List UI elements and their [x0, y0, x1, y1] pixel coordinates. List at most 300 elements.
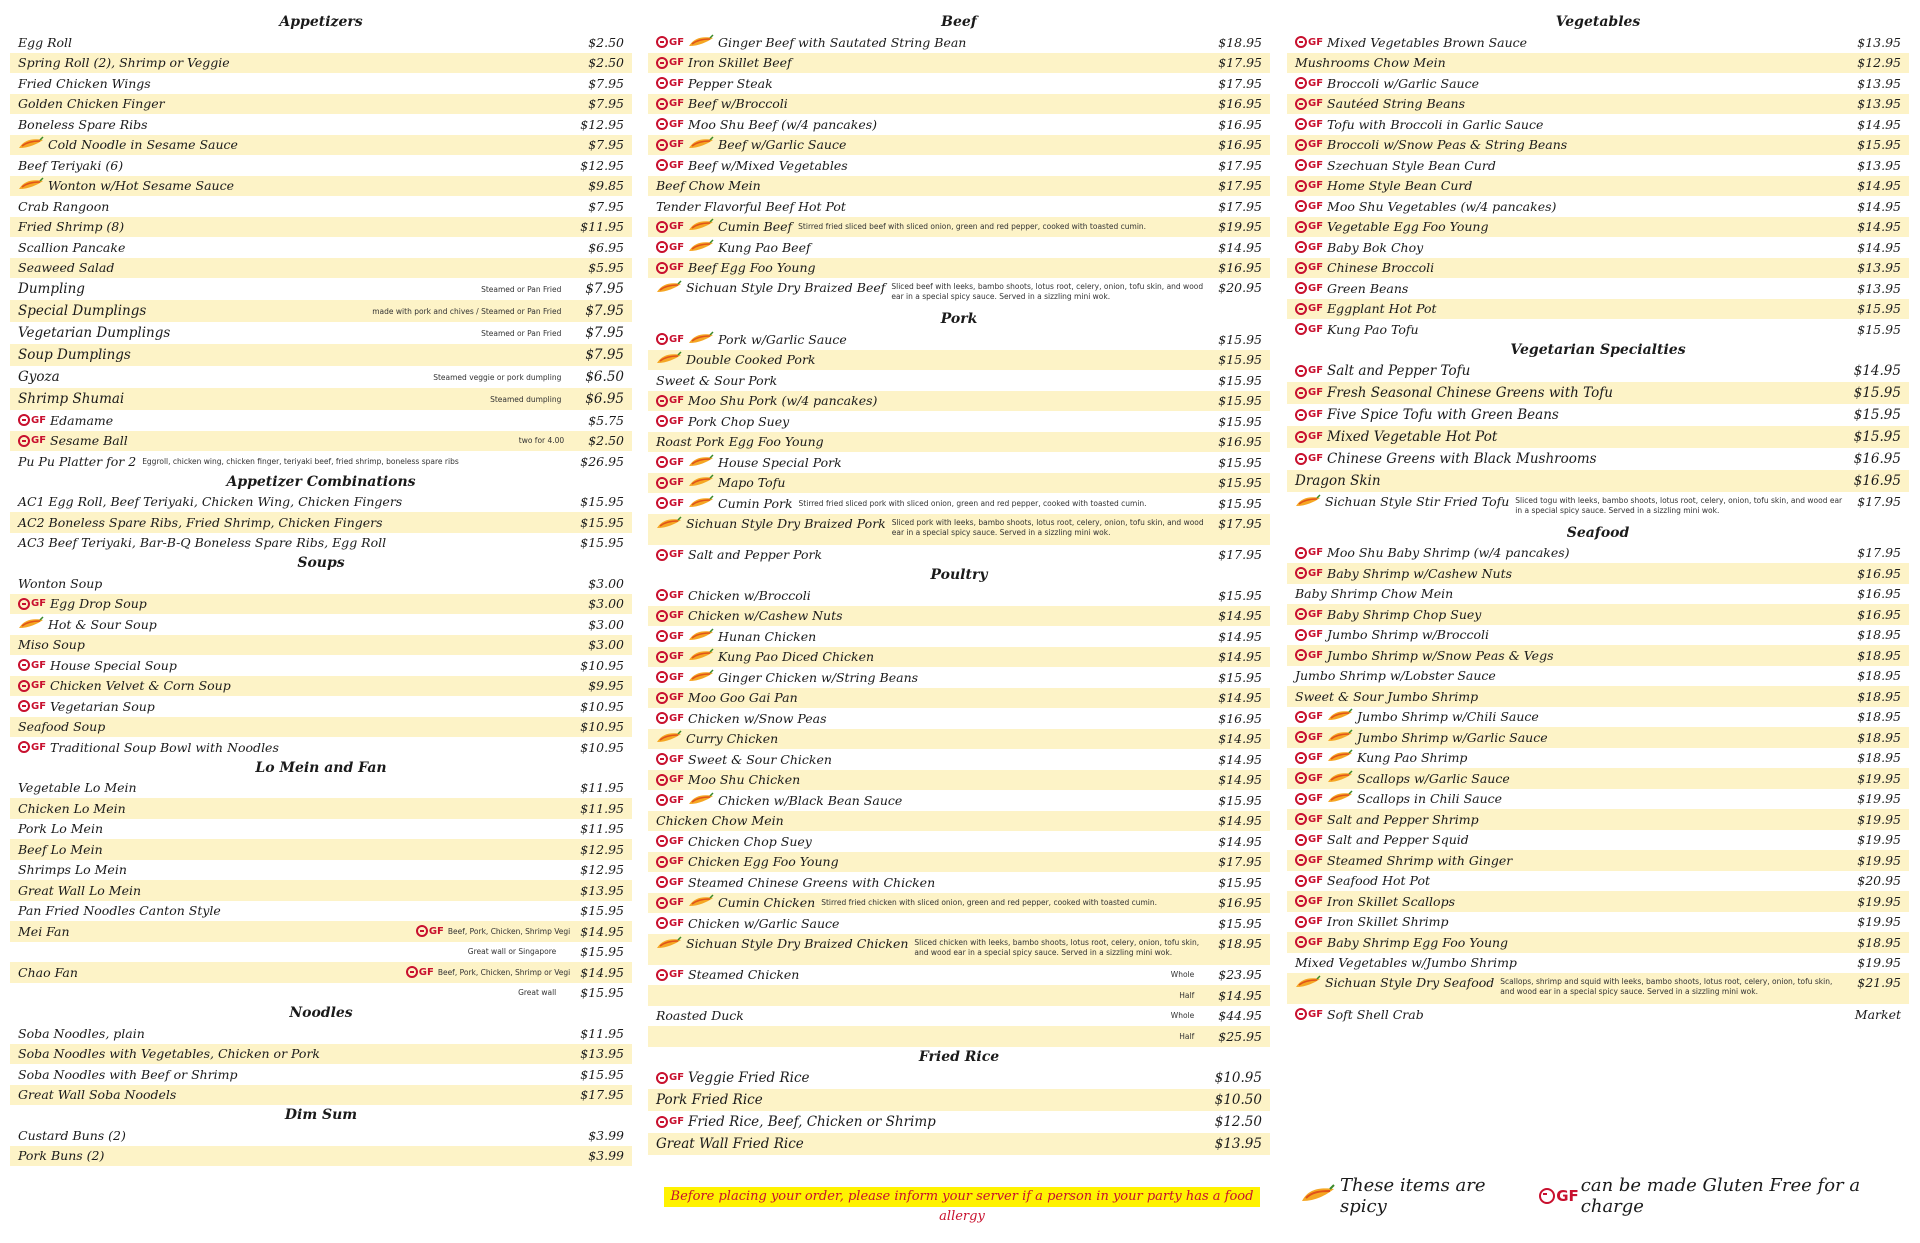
gf-seal [656, 77, 668, 89]
gf-text: GF [1308, 365, 1324, 376]
gf-text: GF [1308, 772, 1324, 784]
menu-item-name: Pork Buns (2) [18, 1148, 105, 1164]
gf-text: GF [669, 118, 685, 130]
gf-seal [656, 262, 668, 274]
gf-text: GF [1308, 629, 1324, 641]
gf-seal [656, 98, 668, 110]
menu-item-price: $15.95 [1218, 874, 1262, 890]
gf-seal [656, 477, 668, 489]
gf-text: GF [669, 712, 685, 724]
gf-text: GF [1308, 282, 1324, 294]
menu-item-name: Kung Pao Diced Chicken [718, 649, 875, 665]
menu-item [648, 1111, 1270, 1133]
gf-options-text: Beef, Pork, Chicken, Shrimp Vegi [447, 926, 571, 936]
gluten-free-icon [656, 477, 684, 489]
menu-item-name: Moo Shu Chicken [688, 772, 801, 788]
menu-item [10, 635, 632, 656]
menu-item [10, 217, 632, 238]
gluten-free-icon [656, 456, 684, 468]
gf-text: GF [1308, 916, 1324, 928]
menu-item-note: Whole [1170, 1011, 1195, 1021]
gf-text: GF [1308, 387, 1324, 398]
spicy-pepper-icon [688, 136, 714, 153]
menu-item [648, 155, 1270, 176]
menu-item [1287, 135, 1909, 156]
gf-seal [18, 741, 30, 753]
menu-item [1287, 563, 1909, 584]
menu-item-price: $15.95 [1218, 587, 1262, 603]
gluten-free-icon [1295, 567, 1323, 579]
gf-seal [1295, 159, 1307, 171]
menu-item-name: Chao Fan [18, 964, 78, 980]
menu-item-name: Pan Fried Noodles Canton Style [18, 903, 221, 919]
gf-seal [656, 57, 668, 69]
gluten-free-icon [656, 897, 684, 909]
menu-item-name: Soba Noodles, plain [18, 1025, 145, 1041]
menu-item-price: $14.95 [1218, 833, 1262, 849]
menu-item [648, 965, 1270, 986]
menu-item [10, 512, 632, 533]
gf-text: GF [669, 917, 685, 929]
menu-item-price: $3.99 [588, 1127, 624, 1143]
menu-item-name: AC1 Egg Roll, Beef Teriyaki, Chicken Wing, Chicken Fingers [18, 494, 403, 510]
menu-item-name: AC2 Boneless Spare Ribs, Fried Shrimp, Chicken Fingers [18, 514, 383, 530]
menu-item-price: $10.50 [1214, 1091, 1262, 1108]
menu-item [648, 872, 1270, 893]
menu-item [1287, 789, 1909, 810]
menu-item-price: $12.95 [580, 116, 624, 132]
menu-item-name: Roasted Duck [656, 1008, 744, 1024]
gluten-free-icon [416, 925, 444, 937]
menu-item-price: $16.95 [1218, 895, 1262, 911]
spicy-pepper-icon [688, 218, 714, 235]
menu-item-price: $15.95 [1853, 384, 1901, 401]
gf-text: GF [669, 549, 685, 561]
spicy-pepper-icon [688, 792, 714, 809]
menu-item [648, 411, 1270, 432]
gluten-free-icon [656, 77, 684, 89]
menu-item-name: Ginger Chicken w/String Beans [718, 669, 919, 685]
gluten-free-icon [656, 856, 684, 868]
menu-item-price: $16.95 [1218, 96, 1262, 112]
gf-text: GF [669, 497, 685, 509]
gluten-free-icon [1295, 772, 1323, 784]
menu-item-price: $15.95 [580, 494, 624, 510]
gf-text: GF [669, 753, 685, 765]
menu-item-price: $11.95 [580, 219, 624, 235]
menu-item [10, 155, 632, 176]
menu-item-price: $14.95 [1857, 239, 1901, 255]
gf-text: GF [669, 241, 685, 253]
menu-item-name: Shrimps Lo Mein [18, 862, 127, 878]
menu-item-name: Chicken w/Broccoli [688, 587, 811, 603]
gluten-free-icon [656, 1072, 684, 1084]
menu-item [10, 410, 632, 431]
section-title: Noodles [289, 1005, 353, 1021]
menu-item-price: $15.95 [580, 514, 624, 530]
menu-item [648, 893, 1270, 914]
gf-text: GF [1308, 118, 1324, 130]
spicy-pepper-icon [1327, 729, 1353, 746]
gluten-free-icon [1295, 547, 1323, 559]
menu-item-price: $19.95 [1857, 770, 1901, 786]
gf-seal [656, 395, 668, 407]
menu-item [648, 1026, 1270, 1047]
section-title: Lo Mein and Fan [255, 759, 387, 776]
menu-item-price: $10.95 [580, 739, 624, 755]
gf-text: GF [1308, 608, 1324, 620]
menu-item-price: $6.95 [585, 391, 624, 407]
gf-seal [1295, 323, 1307, 335]
menu-item-name: Egg Roll [18, 34, 73, 50]
menu-item [10, 880, 632, 901]
menu-item-price: $7.95 [585, 281, 624, 297]
gf-seal [1295, 629, 1307, 641]
menu-item-name: Hot & Sour Soup [48, 616, 157, 632]
menu-item-name: Sweet & Sour Chicken [688, 751, 832, 767]
menu-item [10, 32, 632, 53]
menu-item-price: $17.95 [1218, 547, 1262, 563]
menu-item [1287, 73, 1909, 94]
menu-item-price: $14.95 [580, 964, 624, 980]
menu-item [10, 921, 632, 942]
menu-item-price: $13.95 [1857, 280, 1901, 296]
menu-item [1287, 299, 1909, 320]
menu-item-name: Broccoli w/Snow Peas & String Beans [1327, 137, 1568, 153]
gf-text: GF [669, 221, 685, 233]
menu-item [648, 237, 1270, 258]
menu-item-price: $13.95 [1857, 96, 1901, 112]
menu-item-price: $10.95 [1214, 1069, 1262, 1086]
gluten-free-icon [656, 221, 684, 233]
gf-text: GF [31, 700, 47, 712]
gf-seal [656, 139, 668, 151]
section-title: Soups [297, 555, 345, 571]
menu-item-price: $3.00 [588, 575, 624, 591]
gluten-free-icon [1295, 98, 1323, 110]
menu-item-price: $17.95 [1218, 854, 1262, 870]
menu-item-price: $12.95 [580, 841, 624, 857]
menu-item [10, 492, 632, 513]
gf-seal [656, 835, 668, 847]
menu-item-name: Sichuan Style Dry Braized Chicken [686, 935, 909, 951]
menu-item [1287, 625, 1909, 646]
menu-item [648, 1089, 1270, 1111]
gf-seal [656, 651, 668, 663]
menu-item [648, 176, 1270, 197]
gf-seal [1295, 77, 1307, 89]
section-title: Dim Sum [284, 1107, 358, 1123]
spicy-pepper-icon [688, 669, 714, 686]
gf-text: GF [1308, 98, 1324, 110]
menu-item-price: $19.95 [1857, 791, 1901, 807]
menu-item-name: Baby Bok Choy [1327, 239, 1424, 255]
menu-item-name: Szechuan Style Bean Curd [1327, 157, 1496, 173]
gluten-free-icon [656, 630, 684, 642]
menu-item-name: Wonton w/Hot Sesame Sauce [48, 178, 234, 194]
menu-item [10, 717, 632, 738]
gluten-free-icon [1295, 793, 1323, 805]
menu-item-name: Wonton Soup [18, 575, 103, 591]
menu-item-name: Great Wall Lo Mein [18, 882, 142, 898]
menu-item-name: Mixed Vegetable Hot Pot [1327, 428, 1498, 445]
gluten-free-icon [656, 497, 684, 509]
gf-seal [416, 925, 428, 937]
menu-item-price: $14.95 [1857, 198, 1901, 214]
menu-item-name: Pu Pu Platter for 2 [18, 453, 137, 469]
gf-seal [1295, 752, 1307, 764]
menu-item-price: $13.95 [580, 882, 624, 898]
menu-item [10, 819, 632, 840]
menu-item [1287, 114, 1909, 135]
gf-seal [1295, 180, 1307, 192]
gf-text: GF [669, 77, 685, 89]
menu-item [648, 852, 1270, 873]
menu-item-name: Soba Noodles with Vegetables, Chicken or Pork [18, 1046, 321, 1062]
gf-text: GF [31, 659, 47, 671]
gluten-free-icon [1295, 262, 1323, 274]
menu-item-price: $13.95 [1857, 75, 1901, 91]
menu-item-price: $15.95 [1218, 331, 1262, 347]
menu-item [1287, 492, 1909, 523]
menu-item [648, 790, 1270, 811]
menu-item [1287, 196, 1909, 217]
gf-seal [1295, 431, 1307, 443]
menu-item [1287, 707, 1909, 728]
menu-item [10, 696, 632, 717]
menu-item [10, 860, 632, 881]
gf-seal [1295, 139, 1307, 151]
menu-item [1287, 470, 1909, 492]
gf-seal [656, 774, 668, 786]
spicy-pepper-icon [1327, 790, 1353, 807]
gf-seal [18, 659, 30, 671]
menu-item-price: $12.95 [580, 862, 624, 878]
menu-item-price: $15.95 [580, 985, 624, 1001]
menu-item [648, 647, 1270, 668]
gf-seal [18, 414, 30, 426]
menu-item-name: Pork Lo Mein [18, 821, 103, 837]
menu-item [10, 594, 632, 615]
menu-item-price: $17.95 [580, 1087, 624, 1103]
menu-item-name: Pepper Steak [688, 75, 773, 91]
menu-item-price: $16.95 [1218, 137, 1262, 153]
menu-item-name: Mixed Vegetables Brown Sauce [1327, 34, 1528, 50]
gf-seal [656, 415, 668, 427]
menu-item-price: $17.95 [1218, 75, 1262, 91]
menu-item [10, 114, 632, 135]
spicy-pepper-icon [656, 516, 682, 533]
gluten-free-icon [1295, 895, 1323, 907]
section-title: Poultry [930, 567, 988, 583]
menu-item-price: $14.95 [1857, 116, 1901, 132]
gf-text: GF [1308, 241, 1324, 253]
menu-item-note: made with pork and chives / Steamed or Pan Fried [372, 306, 562, 316]
menu-item [1287, 604, 1909, 625]
menu-item [1287, 448, 1909, 470]
menu-item-price: $13.95 [1214, 1135, 1262, 1152]
menu-item-name: Scallion Pancake [18, 239, 126, 255]
menu-item-name: Fresh Seasonal Chinese Greens with Tofu [1327, 384, 1613, 401]
gluten-free-icon [656, 98, 684, 110]
gluten-free-icon [1295, 731, 1323, 743]
menu-item [648, 626, 1270, 647]
gf-text: GF [1308, 854, 1324, 866]
menu-item-price: $18.95 [1857, 709, 1901, 725]
gf-text: GF [31, 414, 47, 426]
menu-item-note: Sliced togu with leeks, bambo shoots, lotus root, celery, onion, tofu skin, and wood ear in a special spicy sauce. Served in a sizzling mini wok. [1515, 495, 1843, 515]
menu-item-name: Sautéed String Beans [1327, 96, 1465, 112]
gluten-free-icon [1295, 854, 1323, 866]
gluten-free-icon [656, 1116, 684, 1128]
gf-text: GF [1308, 834, 1324, 846]
menu-item-name: Baby Shrimp Chow Mein [1295, 586, 1454, 602]
menu-item [648, 196, 1270, 217]
menu-item-name: Iron Skillet Beef [688, 55, 792, 71]
menu-item-price: Market [1854, 1006, 1901, 1022]
menu-item-name: Beef Lo Mein [18, 841, 103, 857]
gf-text: GF [669, 897, 685, 909]
menu-item [1287, 768, 1909, 789]
gluten-free-icon [656, 139, 684, 151]
gf-text: GF [1308, 731, 1324, 743]
menu-item-name: Beef w/Mixed Vegetables [688, 157, 848, 173]
gf-seal [1295, 936, 1307, 948]
gf-seal [656, 712, 668, 724]
menu-item-price: $6.95 [588, 239, 624, 255]
menu-item-name: Steamed Shrimp with Ginger [1327, 852, 1513, 868]
gf-seal [1295, 387, 1307, 399]
gf-text: GF [1308, 200, 1324, 212]
menu-item-name: Traditional Soup Bowl with Noodles [50, 739, 279, 755]
gf-text: GF [1308, 139, 1324, 151]
spicy-pepper-icon [1295, 975, 1321, 992]
gf-seal [656, 856, 668, 868]
spicy-pepper-icon [688, 454, 714, 471]
menu-item-price: $15.95 [1218, 495, 1262, 511]
menu-item [1287, 830, 1909, 851]
menu-item-name: Fried Shrimp (8) [18, 219, 125, 235]
menu-item-price: $3.99 [588, 1148, 624, 1164]
menu-item-price: $15.95 [580, 1066, 624, 1082]
gluten-free-icon [1295, 365, 1323, 377]
gluten-free-icon [656, 549, 684, 561]
gluten-free-icon [656, 395, 684, 407]
menu-item-price: $18.95 [1857, 729, 1901, 745]
menu-item-name: Chicken Velvet & Corn Soup [50, 678, 231, 694]
section-title: Beef [941, 14, 977, 30]
menu-item-name: Chicken Egg Foo Young [688, 854, 839, 870]
menu-item [10, 573, 632, 594]
gluten-free-icon [656, 415, 684, 427]
menu-item-name: Dumpling [18, 281, 85, 297]
gf-seal [1295, 731, 1307, 743]
spicy-pepper-icon [656, 280, 682, 297]
gluten-free-icon [18, 741, 46, 753]
gf-seal [656, 118, 668, 130]
gf-seal [1295, 895, 1307, 907]
gf-text: GF [669, 969, 685, 981]
menu-item [1287, 850, 1909, 871]
section-title: Vegetables [1555, 14, 1641, 30]
gluten-free-icon [18, 435, 46, 447]
menu-item [648, 770, 1270, 791]
gf-seal [656, 794, 668, 806]
menu-item-name: Moo Shu Pork (w/4 pancakes) [688, 393, 878, 409]
section-title: Seafood [1566, 524, 1630, 541]
spicy-pepper-icon [688, 894, 714, 911]
gf-text: GF [1308, 159, 1324, 171]
menu-item [1287, 382, 1909, 404]
menu-item-price: $5.75 [588, 412, 624, 428]
menu-item [648, 452, 1270, 473]
menu-item-price: $20.95 [1218, 280, 1262, 295]
menu-item-price: $7.95 [585, 325, 624, 341]
menu-item [10, 614, 632, 635]
menu-item [10, 1044, 632, 1065]
menu-item [10, 655, 632, 676]
gf-text: GF [669, 1072, 685, 1083]
spicy-pepper-icon [656, 936, 682, 953]
menu-item-name: Jumbo Shrimp w/Broccoli [1327, 627, 1489, 643]
menu-item [10, 135, 632, 156]
spicy-pepper-icon [656, 730, 682, 747]
spicy-pepper-icon [688, 474, 714, 491]
menu-item-price: $3.00 [588, 637, 624, 653]
menu-item-price: $14.95 [1218, 987, 1262, 1003]
gluten-free-icon [656, 118, 684, 130]
gf-seal [656, 497, 668, 509]
gf-seal [1295, 365, 1307, 377]
gf-text: GF [428, 925, 444, 937]
gluten-free-icon [656, 671, 684, 683]
gf-legend-text: can be made Gluten Free for a charge [1580, 1175, 1861, 1217]
menu-item-price: $19.95 [1857, 832, 1901, 848]
gluten-free-icon [1295, 139, 1323, 151]
menu-item [648, 749, 1270, 770]
gf-text: GF [669, 589, 685, 601]
menu-item-name: Baby Shrimp Egg Foo Young [1327, 934, 1509, 950]
menu-item-price: $13.95 [1857, 260, 1901, 276]
gf-seal [656, 589, 668, 601]
menu-item-price: $16.95 [1857, 586, 1901, 602]
menu-item-price: $13.95 [1857, 157, 1901, 173]
gf-text: GF [1308, 895, 1324, 907]
menu-item-name: Gyoza [18, 369, 60, 385]
gluten-free-icon [1295, 241, 1323, 253]
menu-item-name: Moo Shu Vegetables (w/4 pancakes) [1327, 198, 1557, 214]
spicy-pepper-icon [688, 34, 714, 51]
menu-item-price: $19.95 [1857, 893, 1901, 909]
gf-seal [656, 1072, 668, 1084]
gf-seal [656, 917, 668, 929]
gf-text: GF [1308, 431, 1324, 442]
menu-item-name: Mei Fan [18, 923, 70, 939]
gluten-free-icon [1295, 36, 1323, 48]
gf-text: GF [669, 794, 685, 806]
menu-item [648, 1067, 1270, 1089]
gf-text: GF [669, 630, 685, 642]
gf-text: GF [1308, 36, 1324, 48]
menu-item [1287, 871, 1909, 892]
gluten-free-icon [1295, 118, 1323, 130]
menu-item [10, 778, 632, 799]
menu-item-note: Sliced pork with leeks, bambo shoots, lotus root, celery, onion, tofu skin, and wood ear in a special spicy sauce. Served in a sizzling mini wok. [891, 517, 1204, 537]
menu-item-name: Mixed Vegetables w/Jumbo Shrimp [1295, 955, 1517, 971]
gluten-free-icon [656, 57, 684, 69]
menu-item-price: $2.50 [588, 433, 624, 449]
gf-text: GF [669, 835, 685, 847]
